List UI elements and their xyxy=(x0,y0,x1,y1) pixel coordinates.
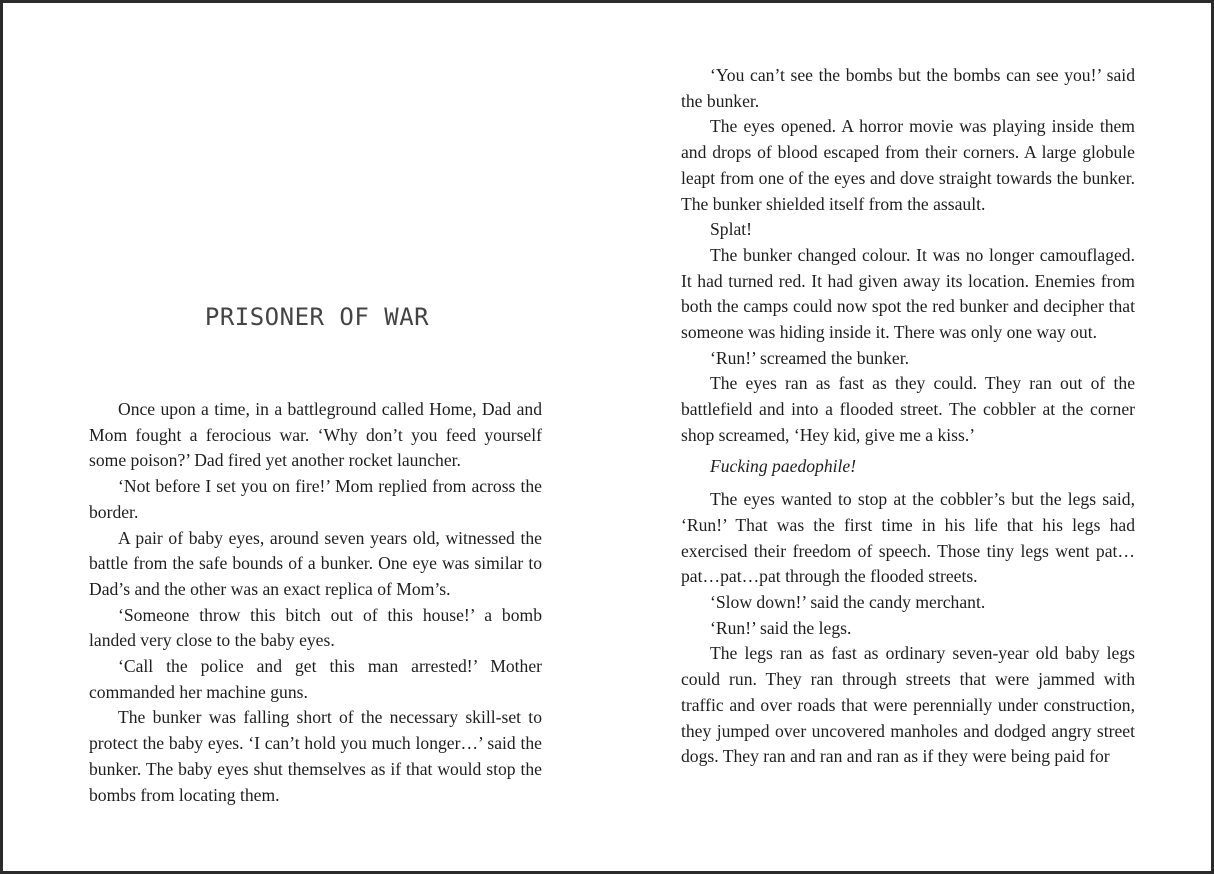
paragraph: The eyes opened. A horror movie was playing inside them and drops of blood escaped from their corners. A large globule leapt from one of the eyes and dove straight towards the bunker. The bunker shielded itself from the assault. xyxy=(681,116,1135,214)
paragraph: The legs ran as fast as ordinary seven-year old baby legs could run. They ran through streets that were jammed with traffic and over roads that were perennially under construction, they jumped over uncovered manholes and dodged angry street dogs. They ran and ran and ran as if they were being paid for xyxy=(681,643,1135,767)
chapter-title: PRISONER OF WAR xyxy=(204,303,430,331)
paragraph: The bunker was falling short of the necessary skill-set to protect the baby eyes. ‘I can’t hold you much longer…’ said the bunker. The baby eyes shut themselves as if that would stop the bombs from locating them. xyxy=(89,707,542,805)
paragraph: The bunker changed colour. It was no longer camouflaged. It had turned red. It had given away its location. Enemies from both the camps could now spot the red bunker and decipher that someone was hiding inside it. There was only one way out. xyxy=(681,244,1135,343)
paragraph: A pair of baby eyes, around seven years old, witnessed the battle from the safe bounds of a bunker. One eye was similar to Dad’s and the other was an exact replica of Mom’s. xyxy=(89,527,542,599)
paragraph: ‘Not before I set you on fire!’ Mom replied from across the border. xyxy=(89,476,542,522)
right-page-body xyxy=(681,63,1135,770)
paragraph: Once upon a time, in a battleground called Home, Dad and Mom fought a ferocious war. ‘Why don’t you feed yourself some poison?’ Dad fired yet another rocket launcher. xyxy=(89,399,542,471)
left-page xyxy=(3,3,609,871)
italic-thought: Fucking paedophile! xyxy=(710,455,857,476)
paragraph: ‘Slow down!’ said the candy merchant. xyxy=(710,592,986,613)
paragraph: ‘Run!’ screamed the bunker. xyxy=(710,347,909,368)
right-page xyxy=(609,3,1211,871)
left-page-body xyxy=(89,397,542,808)
paragraph: Splat! xyxy=(710,219,753,240)
paragraph: The eyes wanted to stop at the cobbler’s but the legs said, ‘Run!’ That was the first time in his life that his legs had exercised their freedom of speech. Those tiny legs went pat…pat…pat…pat through the flooded streets. xyxy=(681,489,1135,587)
paragraph: ‘You can’t see the bombs but the bombs can see you!’ said the bunker. xyxy=(681,65,1135,111)
paragraph: ‘Someone throw this bitch out of this house!’ a bomb landed very close to the baby eyes. xyxy=(89,604,542,651)
paragraph: The eyes ran as fast as they could. They ran out of the battlefield and into a flooded street. The cobbler at the corner shop screamed, ‘Hey kid, give me a kiss.’ xyxy=(681,373,1135,445)
paragraph: ‘Call the police and get this man arrested!’ Mother commanded her machine guns. xyxy=(89,656,542,702)
paragraph: ‘Run!’ said the legs. xyxy=(710,617,852,638)
